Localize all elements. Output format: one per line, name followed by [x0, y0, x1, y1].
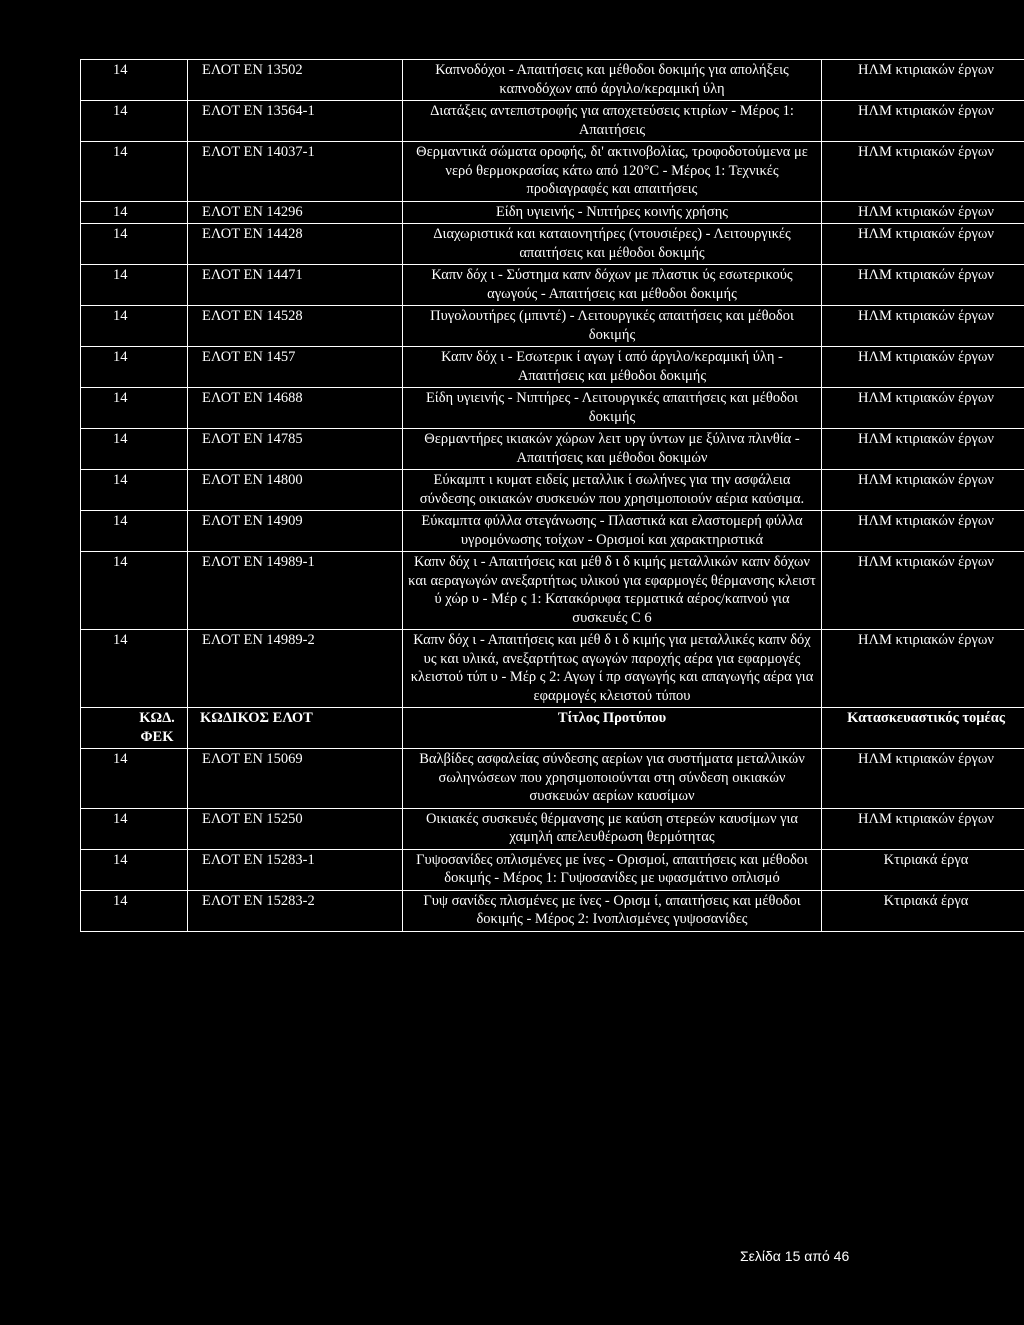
title-cell: Καπνοδόχοι - Απαιτήσεις και μέθοδοι δοκιμής για απολήξεις καπνοδόχων από άργιλο/κεραμική ύλη: [403, 60, 822, 101]
header-row: [81, 708, 1024, 749]
title-cell: Καπν δόχ ι - Εσωτερικ ί αγωγ ί από άργιλο/κεραμική ύλη - Απαιτήσεις και μέθοδοι δοκιμής: [403, 347, 822, 388]
table-row: [81, 224, 1024, 265]
sector-cell: ΗΛΜ κτιριακών έργων: [822, 552, 1024, 630]
code-cell: ΕΛΟΤ ΕΝ 14296: [188, 201, 403, 224]
table-row: [81, 552, 1024, 630]
sector-cell: Κτιριακά έργα: [822, 890, 1024, 931]
standards-table: [80, 59, 1024, 932]
fek-cell: 14: [81, 347, 188, 388]
code-cell: ΕΛΟΤ ΕΝ 15283-1: [188, 849, 403, 890]
fek-cell: 14: [81, 101, 188, 142]
sector-cell: ΗΛΜ κτιριακών έργων: [822, 388, 1024, 429]
sector-cell: ΗΛΜ κτιριακών έργων: [822, 60, 1024, 101]
table-row: [81, 201, 1024, 224]
code-cell: ΕΛΟΤ ΕΝ 14785: [188, 429, 403, 470]
table-row: [81, 808, 1024, 849]
table-row: [81, 429, 1024, 470]
table-row: [81, 849, 1024, 890]
sector-cell: ΗΛΜ κτιριακών έργων: [822, 201, 1024, 224]
title-cell: Καπν δόχ ι - Σύστημα καπν δόχων με πλαστικ ύς εσωτερικούς αγωγούς - Απαιτήσεις και μέθοδοι δοκιμής: [403, 265, 822, 306]
header-fek: ΚΩΔ. ΦΕΚ: [81, 708, 188, 749]
table-row: [81, 306, 1024, 347]
fek-cell: 14: [81, 388, 188, 429]
sector-cell: ΗΛΜ κτιριακών έργων: [822, 808, 1024, 849]
table-row: [81, 749, 1024, 809]
code-cell: ΕΛΟΤ ΕΝ 14428: [188, 224, 403, 265]
sector-cell: ΗΛΜ κτιριακών έργων: [822, 630, 1024, 708]
code-cell: ΕΛΟΤ ΕΝ 14528: [188, 306, 403, 347]
header-code: ΚΩΔΙΚΟΣ ΕΛΟΤ: [188, 708, 403, 749]
title-cell: Βαλβίδες ασφαλείας σύνδεσης αερίων για συστήματα μεταλλικών σωληνώσεων που χρησιμοποιούνται στη σύνδεση οικιακών συσκευών αερίων καυσίμων: [403, 749, 822, 809]
code-cell: ΕΛΟΤ ΕΝ 14909: [188, 511, 403, 552]
code-cell: ΕΛΟΤ ΕΝ 15069: [188, 749, 403, 809]
table-row: [81, 347, 1024, 388]
title-cell: Διαχωριστικά και καταιονητήρες (ντουσιέρες) - Λειτουργικές απαιτήσεις και μέθοδοι δοκιμής: [403, 224, 822, 265]
fek-cell: 14: [81, 511, 188, 552]
code-cell: ΕΛΟΤ ΕΝ 15250: [188, 808, 403, 849]
table-row: [81, 388, 1024, 429]
title-cell: Γυψ σανίδες πλισμένες με ίνες - Ορισμ ί, απαιτήσεις και μέθοδοι δοκιμής - Μέρος 2: Ινοπλισμένες γυψοσανίδες: [403, 890, 822, 931]
title-cell: Καπν δόχ ι - Απαιτήσεις και μέθ δ ι δ κιμής για μεταλλικές καπν δόχ υς και υλικά, ανεξαρτήτως αγωγών παροχής αέρα για εφαρμογές κλειστού τύπ υ - Μέρ ς 2: Αγωγ ί πρ σαγωγής και απαγωγής αέρα για εφαρμογές κλειστού τύπου: [403, 630, 822, 708]
title-cell: Είδη υγιεινής - Νιπτήρες - Λειτουργικές απαιτήσεις και μέθοδοι δοκιμής: [403, 388, 822, 429]
title-cell: Πυγολουτήρες (μπιντέ) - Λειτουργικές απαιτήσεις και μέθοδοι δοκιμής: [403, 306, 822, 347]
fek-cell: 14: [81, 224, 188, 265]
fek-cell: 14: [81, 749, 188, 809]
code-cell: ΕΛΟΤ ΕΝ 1457: [188, 347, 403, 388]
fek-cell: 14: [81, 265, 188, 306]
table-row: [81, 470, 1024, 511]
fek-cell: 14: [81, 630, 188, 708]
header-sector: Κατασκευαστικός τομέας: [822, 708, 1024, 749]
table-row: [81, 60, 1024, 101]
table-row: [81, 630, 1024, 708]
fek-cell: 14: [81, 470, 188, 511]
sector-cell: ΗΛΜ κτιριακών έργων: [822, 265, 1024, 306]
table-row: [81, 511, 1024, 552]
title-cell: Οικιακές συσκευές θέρμανσης με καύση στερεών καυσίμων για χαμηλή απελευθέρωση θερμότητας: [403, 808, 822, 849]
sector-cell: ΗΛΜ κτιριακών έργων: [822, 749, 1024, 809]
code-cell: ΕΛΟΤ ΕΝ 14471: [188, 265, 403, 306]
fek-cell: 14: [81, 890, 188, 931]
code-cell: ΕΛΟΤ ΕΝ 14989-1: [188, 552, 403, 630]
code-cell: ΕΛΟΤ ΕΝ 14989-2: [188, 630, 403, 708]
code-cell: ΕΛΟΤ ΕΝ 13564-1: [188, 101, 403, 142]
sector-cell: ΗΛΜ κτιριακών έργων: [822, 306, 1024, 347]
fek-cell: 14: [81, 60, 188, 101]
fek-cell: 14: [81, 849, 188, 890]
page-footer: Σελίδα 15 από 46: [740, 1248, 850, 1264]
title-cell: Θερμαντήρες ικιακών χώρων λειτ υργ ύντων με ξύλινα πλινθία - Απαιτήσεις και μέθοδοι δοκιμών: [403, 429, 822, 470]
title-cell: Θερμαντικά σώματα οροφής, δι' ακτινοβολίας, τροφοδοτούμενα με νερό θερμοκρασίας κάτω από 120°C - Μέρος 1: Τεχνικές προδιαγραφές και απαιτήσεις: [403, 142, 822, 202]
sector-cell: ΗΛΜ κτιριακών έργων: [822, 224, 1024, 265]
sector-cell: Κτιριακά έργα: [822, 849, 1024, 890]
title-cell: Γυψοσανίδες οπλισμένες με ίνες - Ορισμοί, απαιτήσεις και μέθοδοι δοκιμής - Μέρος 1: Γυψοσανίδες με υφασμάτινο οπλισμό: [403, 849, 822, 890]
sector-cell: ΗΛΜ κτιριακών έργων: [822, 142, 1024, 202]
code-cell: ΕΛΟΤ ΕΝ 14688: [188, 388, 403, 429]
sector-cell: ΗΛΜ κτιριακών έργων: [822, 347, 1024, 388]
fek-cell: 14: [81, 429, 188, 470]
code-cell: ΕΛΟΤ ΕΝ 14800: [188, 470, 403, 511]
sector-cell: ΗΛΜ κτιριακών έργων: [822, 429, 1024, 470]
fek-cell: 14: [81, 201, 188, 224]
table-row: [81, 101, 1024, 142]
fek-cell: 14: [81, 552, 188, 630]
table-row: [81, 265, 1024, 306]
sector-cell: ΗΛΜ κτιριακών έργων: [822, 101, 1024, 142]
fek-cell: 14: [81, 142, 188, 202]
code-cell: ΕΛΟΤ ΕΝ 15283-2: [188, 890, 403, 931]
title-cell: Εύκαμπτ ι κυματ ειδείς μεταλλικ ί σωλήνες για την ασφάλεια σύνδεσης οικιακών συσκευών που χρησιμοποιούν αέρια καύσιμα.: [403, 470, 822, 511]
fek-cell: 14: [81, 306, 188, 347]
title-cell: Διατάξεις αντεπιστροφής για αποχετεύσεις κτιρίων - Μέρος 1: Απαιτήσεις: [403, 101, 822, 142]
table-header-group: [81, 708, 1024, 749]
fek-cell: 14: [81, 808, 188, 849]
table-body-top: [81, 60, 1024, 708]
table-body-bottom: [81, 749, 1024, 932]
code-cell: ΕΛΟΤ ΕΝ 13502: [188, 60, 403, 101]
header-title: Τίτλος Προτύπου: [403, 708, 822, 749]
title-cell: Είδη υγιεινής - Νιπτήρες κοινής χρήσης: [403, 201, 822, 224]
title-cell: Εύκαμπτα φύλλα στεγάνωσης - Πλαστικά και ελαστομερή φύλλα υγρομόνωσης τοίχων - Ορισμοί και χαρακτηριστικά: [403, 511, 822, 552]
sector-cell: ΗΛΜ κτιριακών έργων: [822, 470, 1024, 511]
table-row: [81, 142, 1024, 202]
sector-cell: ΗΛΜ κτιριακών έργων: [822, 511, 1024, 552]
title-cell: Καπν δόχ ι - Απαιτήσεις και μέθ δ ι δ κιμής μεταλλικών καπν δόχων και αεραγωγών ανεξαρτήτως υλικού για εφαρμογές θέρμανσης κλειστ ύ χώρ υ - Μέρ ς 1: Κατακόρυφα τερματικά αέρος/καπνού για συσκευές C 6: [403, 552, 822, 630]
code-cell: ΕΛΟΤ ΕΝ 14037-1: [188, 142, 403, 202]
table-row: [81, 890, 1024, 931]
